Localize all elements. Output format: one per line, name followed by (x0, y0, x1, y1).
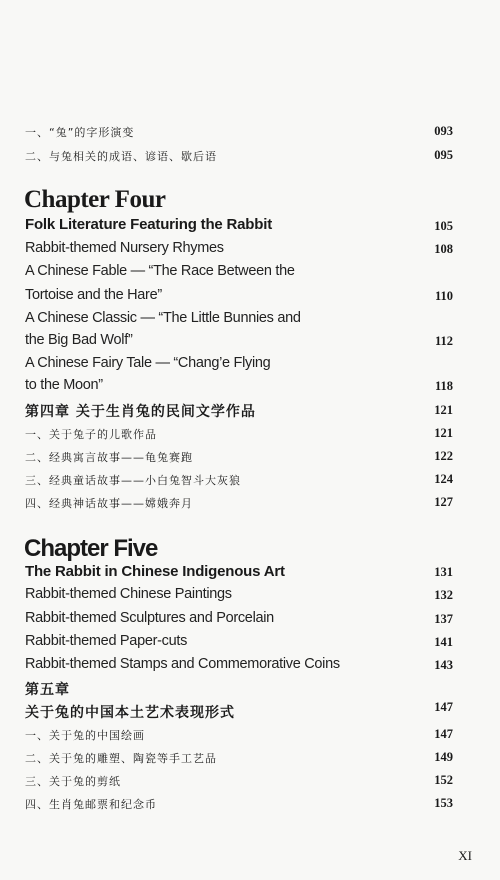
toc-entry-cn: 三、关于兔的剪纸 (25, 775, 121, 788)
toc-entry-cn: 一、关于兔子的儿歌作品 (25, 428, 157, 441)
page-number: 141 (434, 635, 453, 649)
toc-entry-en-cont: the Big Bad Wolf” (25, 332, 133, 348)
page-number: 093 (434, 124, 453, 138)
page-number: 149 (434, 750, 453, 764)
page-number: 108 (434, 242, 453, 256)
chapter-subtitle: The Rabbit in Chinese Indigenous Art (25, 563, 285, 580)
page-number: 132 (434, 588, 453, 602)
toc-entry-en: Rabbit-themed Sculptures and Porcelain (25, 610, 274, 626)
toc-entry-en: Rabbit-themed Stamps and Commemorative Coins (25, 656, 340, 672)
toc-entry-cn: 四、生肖兔邮票和纪念币 (25, 798, 157, 811)
page-number: 112 (434, 334, 453, 348)
chapter-heading: Chapter Four (24, 186, 166, 213)
page-number: 153 (434, 796, 453, 810)
folio-page-number: XI (458, 848, 472, 863)
toc-entry-en: Rabbit-themed Nursery Rhymes (25, 240, 224, 256)
page-number: 105 (434, 219, 453, 233)
page-number: 124 (434, 472, 453, 486)
toc-entry-cn: 四、经典神话故事——嫦娥奔月 (25, 497, 193, 510)
toc-entry-en: A Chinese Classic — “The Little Bunnies and (25, 310, 301, 326)
page-number: 122 (434, 449, 453, 463)
chapter-title-cn: 第四章 关于生肖兔的民间文学作品 (25, 404, 256, 420)
toc-entry-cn: 一、“兔”的字形演变 (25, 126, 135, 139)
page-number: 095 (434, 148, 453, 162)
page-number: 121 (434, 426, 453, 440)
toc-entry-cn: 二、经典寓言故事——龟兔赛跑 (25, 451, 193, 464)
toc-entry-cn: 一、关于兔的中国绘画 (25, 729, 145, 742)
page-number: 121 (434, 403, 453, 417)
toc-entry-en: Rabbit-themed Paper-cuts (25, 633, 188, 649)
page-number: 143 (434, 658, 453, 672)
toc-entry-en: A Chinese Fable — “The Race Between the (25, 263, 295, 279)
toc-entry-cn: 二、与兔相关的成语、谚语、歇后语 (25, 150, 217, 163)
page-number: 147 (434, 727, 453, 741)
toc-entry-en: Rabbit-themed Chinese Paintings (25, 586, 232, 602)
chapter-title-cn: 关于兔的中国本土艺术表现形式 (25, 705, 235, 721)
page-number: 127 (434, 495, 453, 509)
chapter-subtitle: Folk Literature Featuring the Rabbit (25, 216, 272, 233)
page-number: 152 (434, 773, 453, 787)
toc-entry-en-cont: Tortoise and the Hare” (25, 287, 162, 303)
page-number: 147 (434, 700, 453, 714)
chapter-heading: Chapter Five (24, 535, 158, 562)
chapter-number-cn: 第五章 (25, 682, 70, 698)
page-number: 118 (434, 379, 453, 393)
page-number: 131 (434, 565, 453, 579)
toc-entry-en-cont: to the Moon” (25, 377, 103, 393)
page-number: 110 (434, 289, 453, 303)
toc-entry-en: A Chinese Fairy Tale — “Chang’e Flying (25, 355, 271, 371)
page-number: 137 (434, 612, 453, 626)
toc-entry-cn: 三、经典童话故事——小白兔智斗大灰狼 (25, 474, 241, 487)
toc-entry-cn: 二、关于兔的雕塑、陶瓷等手工艺品 (25, 752, 217, 765)
